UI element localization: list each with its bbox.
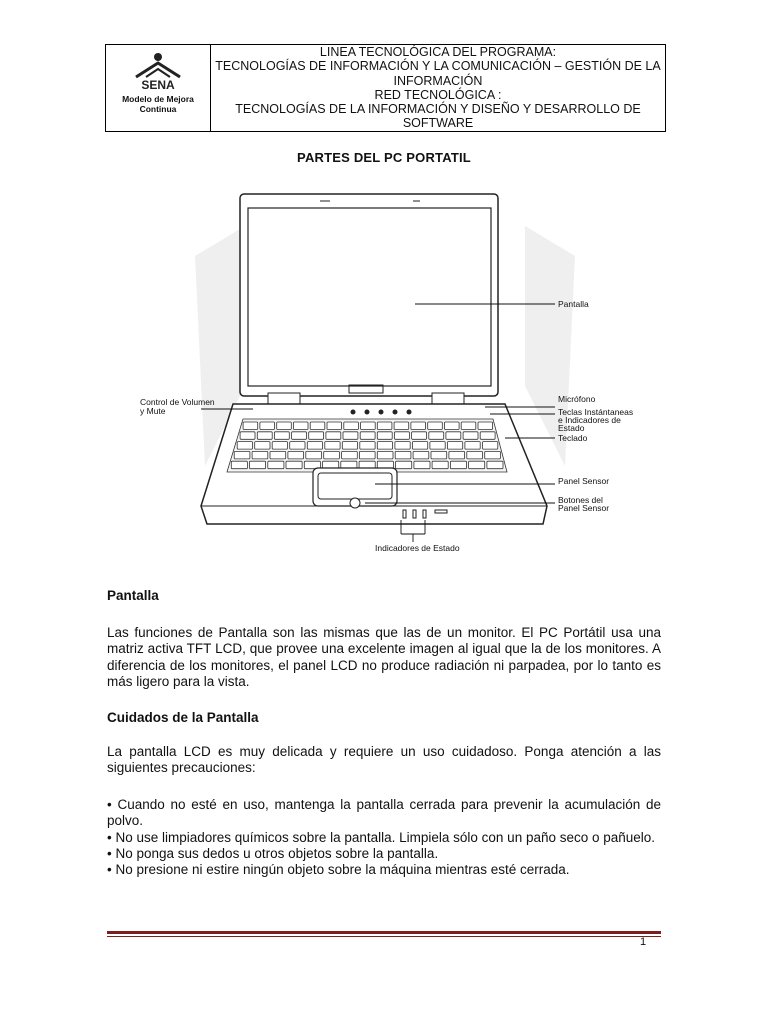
- label-panel-sensor: Panel Sensor: [558, 476, 610, 486]
- label-control-volumen-1: Control de Volumen: [140, 397, 215, 407]
- keyboard-key: [478, 422, 493, 430]
- keyboard-key: [240, 432, 255, 440]
- keyboard-key: [234, 451, 250, 459]
- label-botones-2: Panel Sensor: [558, 503, 610, 513]
- keyboard-key: [344, 422, 359, 430]
- keyboard-key: [377, 451, 393, 459]
- keyboard-key: [412, 442, 427, 450]
- keyboard-key: [450, 461, 466, 469]
- keyboard-key: [293, 422, 308, 430]
- keyboard-key: [429, 432, 444, 440]
- keyboard-key: [395, 451, 411, 459]
- keyboard-key: [231, 461, 247, 469]
- keyboard-key: [395, 432, 410, 440]
- label-teclas-3: Estado: [558, 423, 585, 433]
- keyboard-key: [445, 422, 460, 430]
- section-text-pantalla: Las funciones de Pantalla son las mismas que las de un monitor. El PC Portátil usa una matriz activa TFT LCD, que provee una excelente imagen al igual que la de los monitores. A diferencia de los monitores, el panel LCD no produce radiación ni parpadea, por lo tanto es más ligero para la vista.: [107, 625, 661, 689]
- keyboard-key: [306, 451, 322, 459]
- keyboard-key: [324, 451, 340, 459]
- keyboard-key: [277, 422, 292, 430]
- label-teclas-1: Teclas Instántaneas: [558, 407, 634, 417]
- keyboard-key: [461, 422, 476, 430]
- keyboard-key: [449, 451, 465, 459]
- keyboard-key: [268, 461, 284, 469]
- keyboard-key: [342, 451, 358, 459]
- footer-rule: [107, 931, 661, 934]
- header-text-cell: [211, 45, 665, 131]
- logo-caption-line-1: Modelo de Mejora: [122, 94, 194, 104]
- list-item: • Cuando no esté en uso, mantenga la pantalla cerrada para prevenir la acumulación de polvo.: [107, 797, 661, 829]
- keyboard-key: [243, 422, 258, 430]
- label-microfono: Micrófono: [558, 394, 596, 404]
- header-table: [105, 44, 666, 132]
- list-item: • No use limpiadores químicos sobre la pantalla. Limpiela sólo con un paño seco o pañuelo.: [107, 829, 656, 845]
- keyboard-key: [286, 461, 302, 469]
- keyboard-key: [463, 432, 478, 440]
- keyboard-key: [377, 432, 392, 440]
- keyboard-key: [359, 451, 375, 459]
- page-number: 1: [640, 936, 647, 948]
- keyboard-key: [483, 442, 498, 450]
- laptop-diagram: [135, 186, 635, 566]
- keyboard-key: [307, 442, 322, 450]
- precautions-list: [107, 797, 661, 878]
- keyboard-key: [290, 442, 305, 450]
- keyboard-key: [360, 442, 375, 450]
- keyboard-key: [360, 432, 375, 440]
- keyboard-key: [250, 461, 266, 469]
- section-intro-cuidados: La pantalla LCD es muy delicada y requiere un uso cuidadoso. Ponga atención a las siguientes precauciones:: [107, 744, 661, 776]
- keyboard-key: [413, 451, 429, 459]
- keyboard-key: [288, 451, 304, 459]
- keyboard: [227, 419, 507, 472]
- keyboard-key: [361, 422, 376, 430]
- keyboard-key: [428, 422, 443, 430]
- keyboard-key: [465, 442, 480, 450]
- keyboard-key: [377, 442, 392, 450]
- header-line-3: RED TECNOLÓGICA :: [374, 87, 502, 102]
- keyboard-key: [487, 461, 503, 469]
- keyboard-key: [272, 442, 287, 450]
- footer-rule-thin: [107, 936, 661, 937]
- label-teclado: Teclado: [558, 433, 588, 443]
- keyboard-key: [446, 432, 461, 440]
- header-line-4: TECNOLOGÍAS DE LA INFORMACIÓN Y DISEÑO Y DESARROLLO DE SOFTWARE: [235, 102, 641, 131]
- keyboard-key: [342, 442, 357, 450]
- logo-text: SENA: [141, 78, 175, 91]
- keyboard-key: [255, 442, 270, 450]
- keyboard-key: [394, 422, 409, 430]
- keyboard-key: [270, 451, 286, 459]
- page-title: PARTES DEL PC PORTATIL: [297, 150, 471, 165]
- keyboard-key: [310, 422, 325, 430]
- keyboard-key: [327, 422, 342, 430]
- keyboard-key: [274, 432, 289, 440]
- keyboard-key: [431, 451, 447, 459]
- label-control-volumen-2: y Mute: [140, 406, 166, 416]
- keyboard-key: [480, 432, 495, 440]
- keyboard-key: [237, 442, 252, 450]
- keyboard-key: [469, 461, 485, 469]
- keyboard-key: [326, 432, 341, 440]
- keyboard-key: [292, 432, 307, 440]
- keyboard-key: [260, 422, 275, 430]
- keyboard-key: [309, 432, 324, 440]
- label-teclas-2: e Indicadores de: [558, 415, 621, 425]
- header-line-2: TECNOLOGÍAS DE INFORMACIÓN Y LA COMUNICACIÓN – GESTIÓN DE LA INFORMACIÓN: [215, 59, 661, 88]
- keyboard-key: [257, 432, 272, 440]
- keyboard-key: [412, 432, 427, 440]
- keyboard-key: [343, 432, 358, 440]
- logo-caption-line-2: Continua: [139, 104, 177, 114]
- laptop-screen: [248, 208, 491, 386]
- sena-logo-icon: [128, 51, 188, 91]
- header-line-1: LINEA TECNOLÓGICA DEL PROGRAMA:: [319, 45, 557, 59]
- label-botones-1: Botones del: [558, 495, 603, 505]
- logo-caption: [122, 94, 194, 114]
- section-heading-cuidados: Cuidados de la Pantalla: [107, 710, 259, 725]
- keyboard-key: [377, 422, 392, 430]
- list-item: • No presione ni estire ningún objeto sobre la máquina mientras esté cerrada.: [107, 862, 570, 878]
- section-heading-pantalla: Pantalla: [107, 588, 159, 603]
- header-logo-cell: [106, 45, 211, 131]
- keyboard-key: [447, 442, 462, 450]
- keyboard-key: [485, 451, 501, 459]
- label-pantalla: Pantalla: [558, 299, 589, 309]
- keyboard-key: [430, 442, 445, 450]
- label-indicadores: Indicadores de Estado: [375, 543, 460, 553]
- keyboard-key: [325, 442, 340, 450]
- keyboard-key: [396, 461, 412, 469]
- keyboard-key: [467, 451, 483, 459]
- keyboard-key: [411, 422, 426, 430]
- keyboard-key: [414, 461, 430, 469]
- keyboard-key: [432, 461, 448, 469]
- touchpad-buttons: [350, 498, 360, 508]
- keyboard-key: [395, 442, 410, 450]
- keyboard-key: [252, 451, 268, 459]
- list-item: • No ponga sus dedos u otros objetos sobre la pantalla.: [107, 845, 439, 861]
